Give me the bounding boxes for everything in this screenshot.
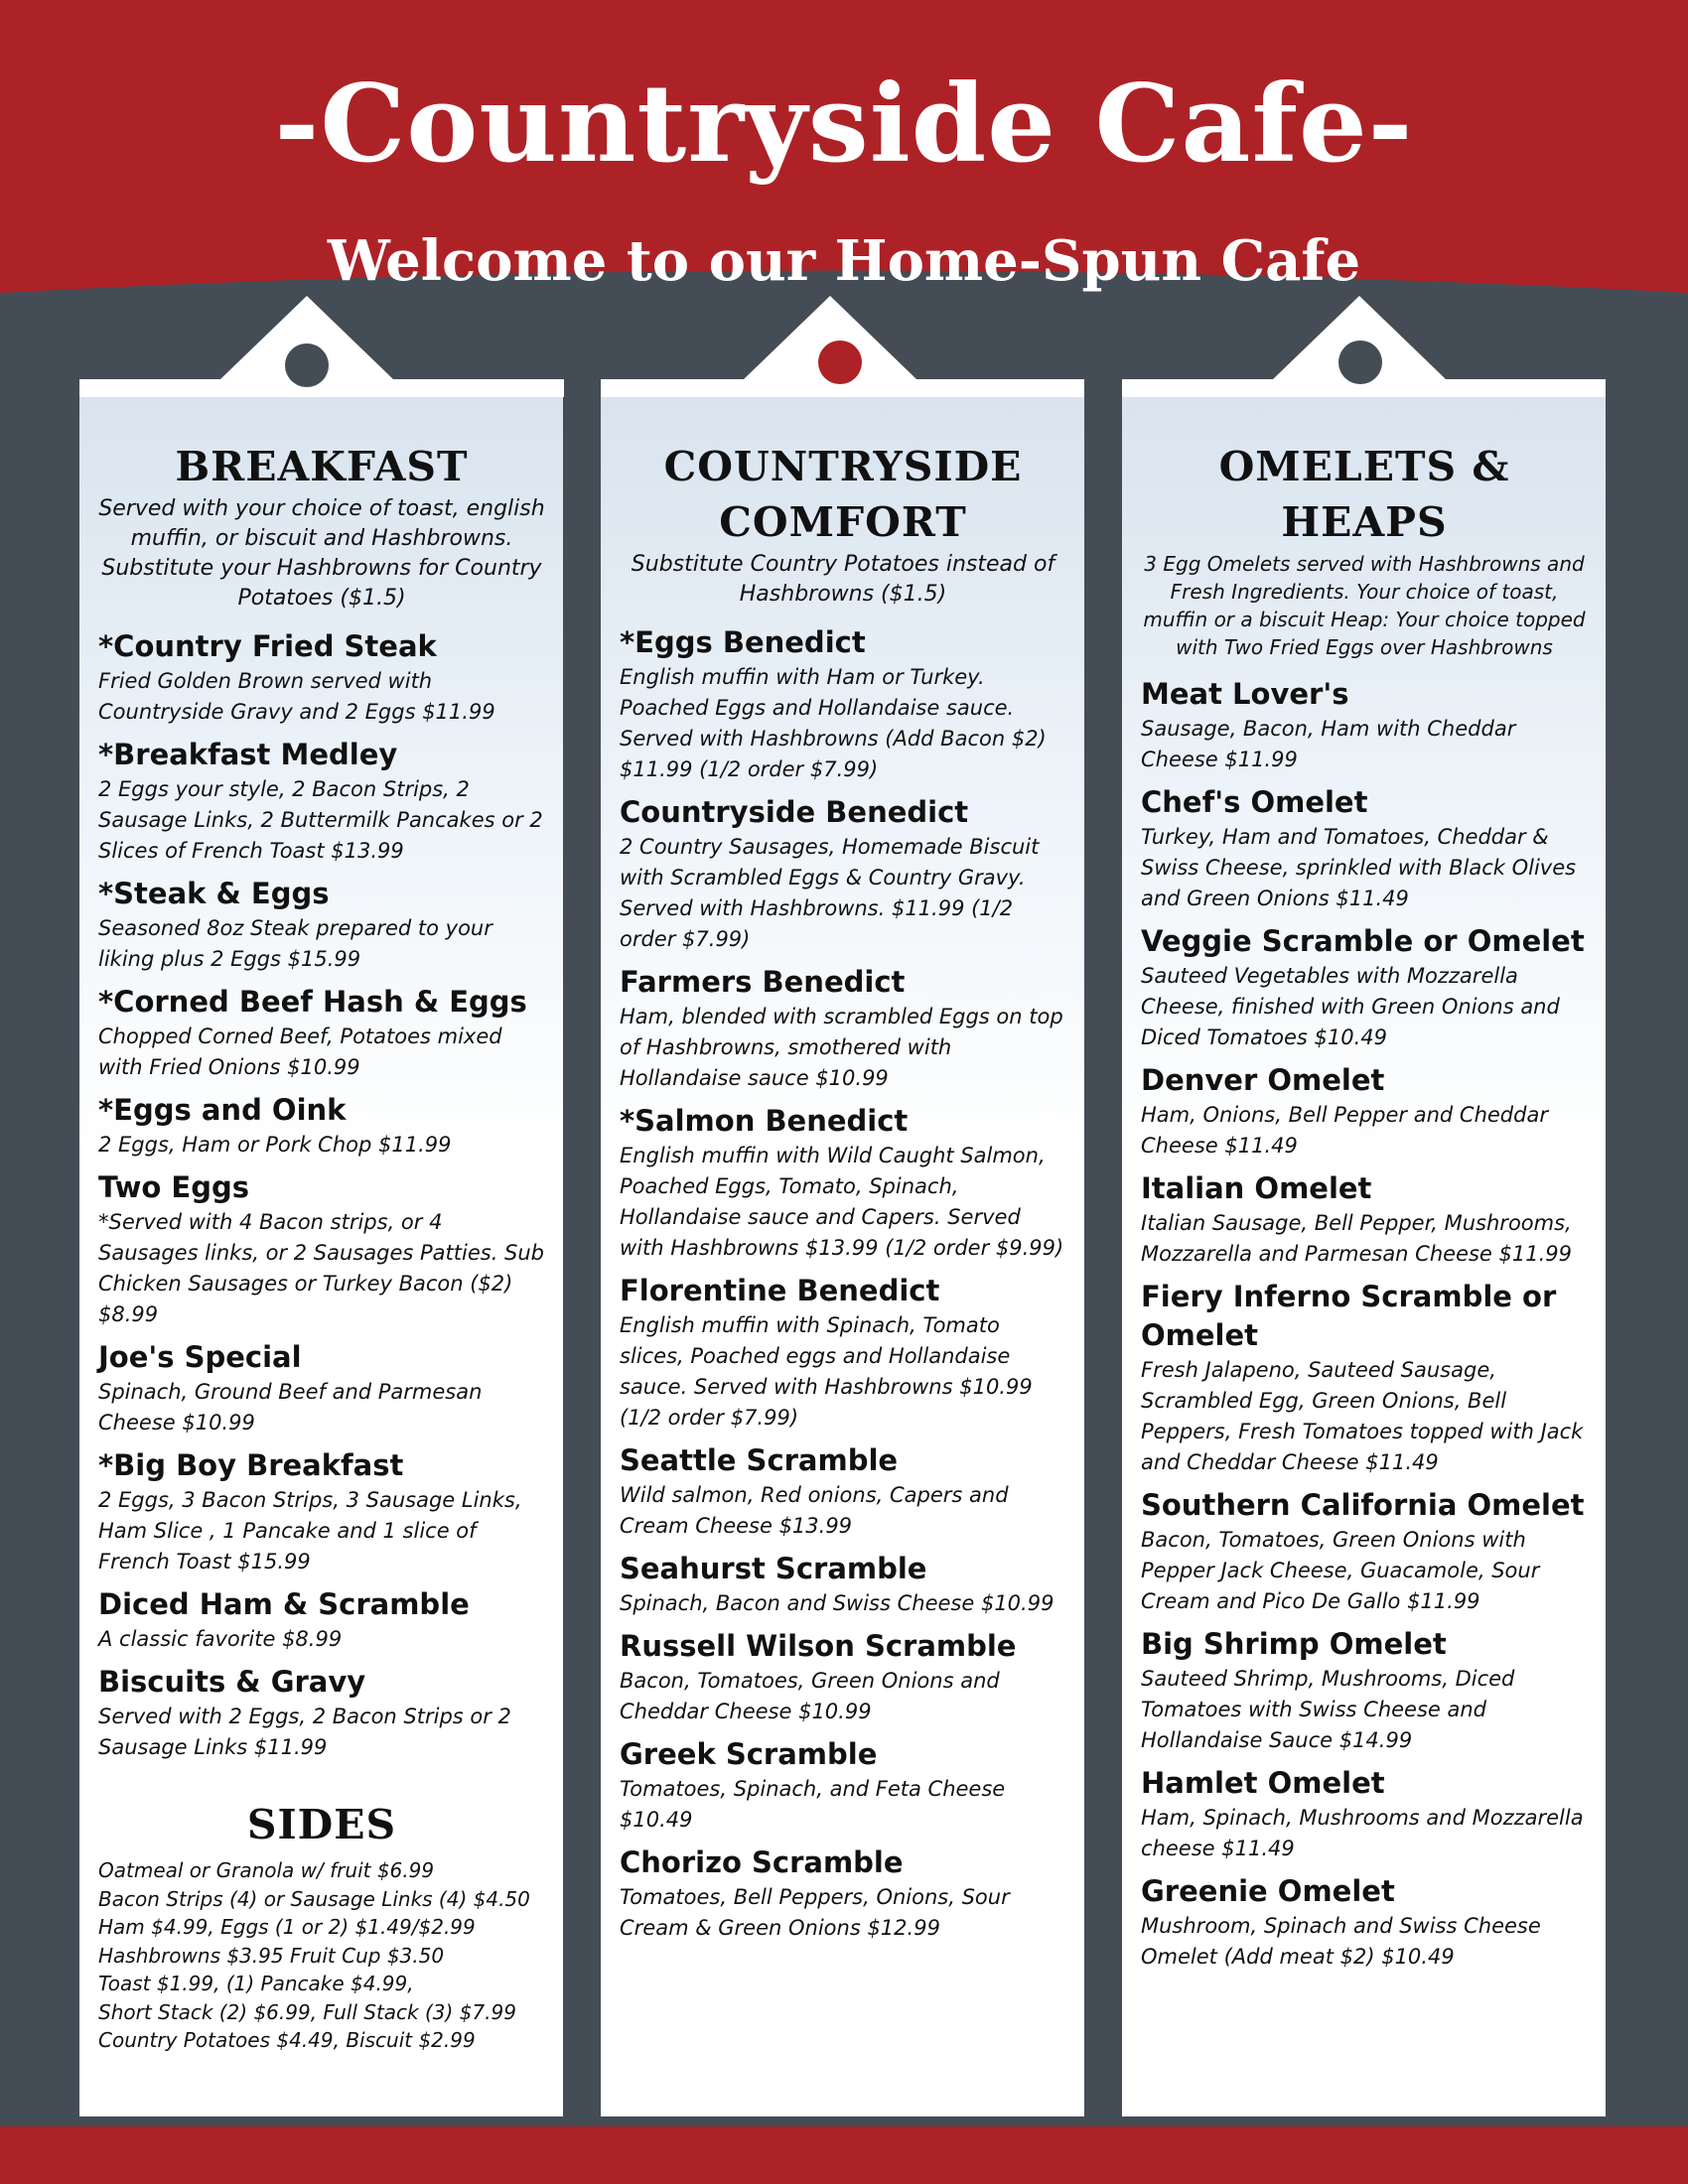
item-description: English muffin with Spinach, Tomato slices, Poached eggs and Hollandaise sauce. Served with Hashbrowns $10.99 (1/2 order $7.99): [620, 1313, 1033, 1430]
comfort-items: [620, 623, 1066, 1944]
item-description: 2 Country Sausages, Homemade Biscuit with Scrambled Eggs & Country Gravy. Served with Hashbrowns. $11.99 (1/2 order $7.99): [620, 835, 1040, 951]
menu-item: [620, 1843, 1066, 1944]
item-description: Chopped Corned Beef, Potatoes mixed with Fried Onions $10.99: [98, 1024, 502, 1079]
omelets-title: OMELETS & HEAPS: [1218, 443, 1510, 546]
item-name: *Country Fried Steak: [98, 629, 437, 663]
item-description: English muffin with Ham or Turkey. Poached Eggs and Hollandaise sauce. Served with Hashbrowns (Add Bacon $2) $11.99 (1/2 order $7.99): [620, 665, 1047, 781]
item-description: Sauteed Vegetables with Mozzarella Cheese, finished with Green Onions and Diced Tomatoes $10.49: [1141, 964, 1560, 1049]
item-description: Bacon, Tomatoes, Green Onions and Cheddar Cheese $10.99: [620, 1669, 1000, 1723]
item-description: Fried Golden Brown served with Countryside Gravy and 2 Eggs $11.99: [98, 669, 495, 724]
item-description: Mushroom, Spinach and Swiss Cheese Omelet (Add meat $2) $10.49: [1141, 1914, 1541, 1969]
menu-item: [98, 983, 545, 1083]
menu-item: [98, 1338, 545, 1438]
menu-item: [620, 623, 1066, 785]
menu-item: [1141, 1625, 1588, 1756]
menu-item: [620, 1550, 1066, 1619]
item-name: *Corned Beef Hash & Eggs: [98, 985, 527, 1019]
item-description: Sauteed Shrimp, Mushrooms, Diced Tomatoes with Swiss Cheese and Hollandaise Sauce $14.99: [1141, 1667, 1515, 1752]
menu-item: [1141, 1486, 1588, 1617]
item-name: *Breakfast Medley: [98, 738, 398, 771]
sides-line: Ham $4.99, Eggs (1 or 2) $1.49/$2.99: [98, 1915, 476, 1939]
menu-item: [620, 1441, 1066, 1542]
menu-item: [98, 1663, 545, 1763]
item-description: English muffin with Wild Caught Salmon, Poached Eggs, Tomato, Spinach, Hollandaise sauce and Capers. Served with Hashbrowns $13.99 (1/2 order $9.99): [620, 1144, 1064, 1260]
item-name: *Steak & Eggs: [98, 877, 330, 910]
item-description: Italian Sausage, Bell Pepper, Mushrooms, Mozzarella and Parmesan Cheese $11.99: [1141, 1211, 1572, 1266]
item-description: Tomatoes, Spinach, and Feta Cheese $10.49: [620, 1777, 1006, 1832]
item-description: Ham, blended with scrambled Eggs on top of Hashbrowns, smothered with Hollandaise sauce $10.99: [620, 1005, 1063, 1090]
sides-line: Hashbrowns $3.95 Fruit Cup $3.50: [98, 1943, 445, 1968]
menu-item: [98, 736, 545, 867]
menu-item: [98, 1585, 545, 1655]
item-description: Spinach, Ground Beef and Parmesan Cheese $10.99: [98, 1380, 483, 1434]
tag-hole-omelets: [1338, 341, 1382, 384]
sides-list: [98, 1856, 545, 2055]
menu-item: [98, 1091, 545, 1160]
item-description: Spinach, Bacon and Swiss Cheese $10.99: [620, 1591, 1055, 1615]
item-name: Russell Wilson Scramble: [620, 1629, 1017, 1663]
item-name: Veggie Scramble or Omelet: [1141, 924, 1585, 958]
item-name: Fiery Inferno Scramble or Omelet: [1141, 1280, 1557, 1352]
item-name: *Salmon Benedict: [620, 1104, 909, 1138]
item-description: Fresh Jalapeno, Sauteed Sausage, Scrambled Egg, Green Onions, Bell Peppers, Fresh Tomatoes topped with Jack and Cheddar Cheese $11.49: [1141, 1358, 1584, 1474]
menu-item: [620, 963, 1066, 1094]
item-description: Ham, Onions, Bell Pepper and Cheddar Cheese $11.49: [1141, 1103, 1548, 1158]
item-description: Wild salmon, Red onions, Capers and Cream Cheese $13.99: [620, 1483, 1009, 1538]
comfort-title: COUNTRYSIDE COMFORT: [663, 443, 1023, 546]
item-name: Chef's Omelet: [1141, 785, 1368, 819]
item-name: Denver Omelet: [1141, 1063, 1385, 1097]
cafe-subtitle: Welcome to our Home-Spun Cafe: [327, 228, 1361, 294]
item-description: Sausage, Bacon, Ham with Cheddar Cheese $11.99: [1141, 717, 1516, 771]
item-description: *Served with 4 Bacon strips, or 4 Sausages links, or 2 Sausages Patties. Sub Chicken Sausages or Turkey Bacon ($2) $8.99: [98, 1210, 545, 1326]
item-name: Countryside Benedict: [620, 795, 969, 829]
item-name: Two Eggs: [98, 1170, 249, 1204]
item-description: Seasoned 8oz Steak prepared to your liking plus 2 Eggs $15.99: [98, 916, 492, 971]
item-name: Big Shrimp Omelet: [1141, 1627, 1447, 1661]
menu-item: [1141, 1764, 1588, 1864]
menu-item: [1141, 675, 1588, 775]
menu-item: [1141, 1278, 1588, 1478]
sides-line: Toast $1.99, (1) Pancake $4.99,: [98, 1972, 414, 1995]
item-name: Joe's Special: [98, 1340, 302, 1374]
item-name: Florentine Benedict: [620, 1274, 940, 1307]
item-name: Chorizo Scramble: [620, 1845, 904, 1879]
item-name: Meat Lover's: [1141, 677, 1349, 711]
item-name: Farmers Benedict: [620, 965, 906, 999]
item-description: 2 Eggs, Ham or Pork Chop $11.99: [98, 1133, 452, 1157]
item-name: *Big Boy Breakfast: [98, 1448, 404, 1482]
item-name: Hamlet Omelet: [1141, 1766, 1385, 1800]
breakfast-items: [98, 627, 545, 1763]
item-name: Italian Omelet: [1141, 1171, 1372, 1205]
item-description: 2 Eggs, 3 Bacon Strips, 3 Sausage Links, Ham Slice , 1 Pancake and 1 slice of French Toast $15.99: [98, 1488, 522, 1573]
item-description: 2 Eggs your style, 2 Bacon Strips, 2 Sausage Links, 2 Buttermilk Pancakes or 2 Slices of French Toast $13.99: [98, 777, 543, 863]
item-description: Turkey, Ham and Tomatoes, Cheddar & Swiss Cheese, sprinkled with Black Olives and Green Onions $11.49: [1141, 825, 1577, 910]
item-name: Biscuits & Gravy: [98, 1665, 366, 1699]
menu-item: [620, 793, 1066, 955]
item-name: Southern California Omelet: [1141, 1488, 1585, 1522]
menu-item: [98, 627, 545, 728]
breakfast-title: BREAKFAST: [175, 443, 469, 490]
breakfast-panel: [79, 397, 563, 2116]
item-description: A classic favorite $8.99: [98, 1627, 343, 1651]
item-description: Tomatoes, Bell Peppers, Onions, Sour Cream & Green Onions $12.99: [620, 1885, 1010, 1940]
menu-item: [620, 1627, 1066, 1727]
item-description: Bacon, Tomatoes, Green Onions with Pepper Jack Cheese, Guacamole, Sour Cream and Pico De Gallo $11.99: [1141, 1528, 1540, 1613]
item-description: Served with 2 Eggs, 2 Bacon Strips or 2 Sausage Links $11.99: [98, 1705, 511, 1759]
menu-item: [1141, 922, 1588, 1053]
menu-item: [620, 1272, 1066, 1433]
breakfast-subtitle: Served with your choice of toast, english muffin, or biscuit and Hashbrowns. Substitute your Hashbrowns for Country Potatoes ($1.5): [98, 496, 545, 611]
item-description: Ham, Spinach, Mushrooms and Mozzarella cheese $11.49: [1141, 1806, 1584, 1860]
item-name: Greek Scramble: [620, 1737, 878, 1771]
item-name: Seattle Scramble: [620, 1443, 899, 1477]
menu-item: [1141, 1169, 1588, 1270]
menu-item: [1141, 1061, 1588, 1161]
omelets-items: [1141, 675, 1588, 1973]
item-name: *Eggs and Oink: [98, 1093, 347, 1127]
item-name: Seahurst Scramble: [620, 1552, 927, 1585]
cafe-title: -Countryside Cafe-: [274, 62, 1414, 187]
sides-line: Country Potatoes $4.49, Biscuit $2.99: [98, 2028, 476, 2052]
comfort-panel: [601, 397, 1084, 2116]
tag-hole-comfort: [818, 341, 862, 384]
menu-item: [1141, 1872, 1588, 1973]
menu-item: [98, 1446, 545, 1577]
omelets-panel: [1122, 397, 1606, 2116]
tag-hole-breakfast: [285, 343, 329, 387]
item-name: Diced Ham & Scramble: [98, 1587, 470, 1621]
omelets-subtitle: 3 Egg Omelets served with Hashbrowns and Fresh Ingredients. Your choice of toast, muffin or a biscuit Heap: Your choice topped with Two Fried Eggs over Hashbrowns: [1143, 552, 1586, 659]
menu-item: [98, 1168, 545, 1330]
item-name: Greenie Omelet: [1141, 1874, 1395, 1908]
menu-item: [620, 1102, 1066, 1264]
menu-item: [1141, 783, 1588, 914]
comfort-subtitle: Substitute Country Potatoes instead of Hashbrowns ($1.5): [631, 552, 1055, 607]
menu-item: [98, 875, 545, 975]
sides-line: Oatmeal or Granola w/ fruit $6.99: [98, 1858, 435, 1882]
red-footer-band: [0, 2126, 1688, 2184]
sides-title: SIDES: [246, 1801, 397, 1848]
sides-line: Bacon Strips (4) or Sausage Links (4) $4.50: [98, 1886, 530, 1911]
sides-line: Short Stack (2) $6.99, Full Stack (3) $7.99: [98, 1999, 516, 2024]
menu-item: [620, 1735, 1066, 1836]
item-name: *Eggs Benedict: [620, 625, 866, 659]
